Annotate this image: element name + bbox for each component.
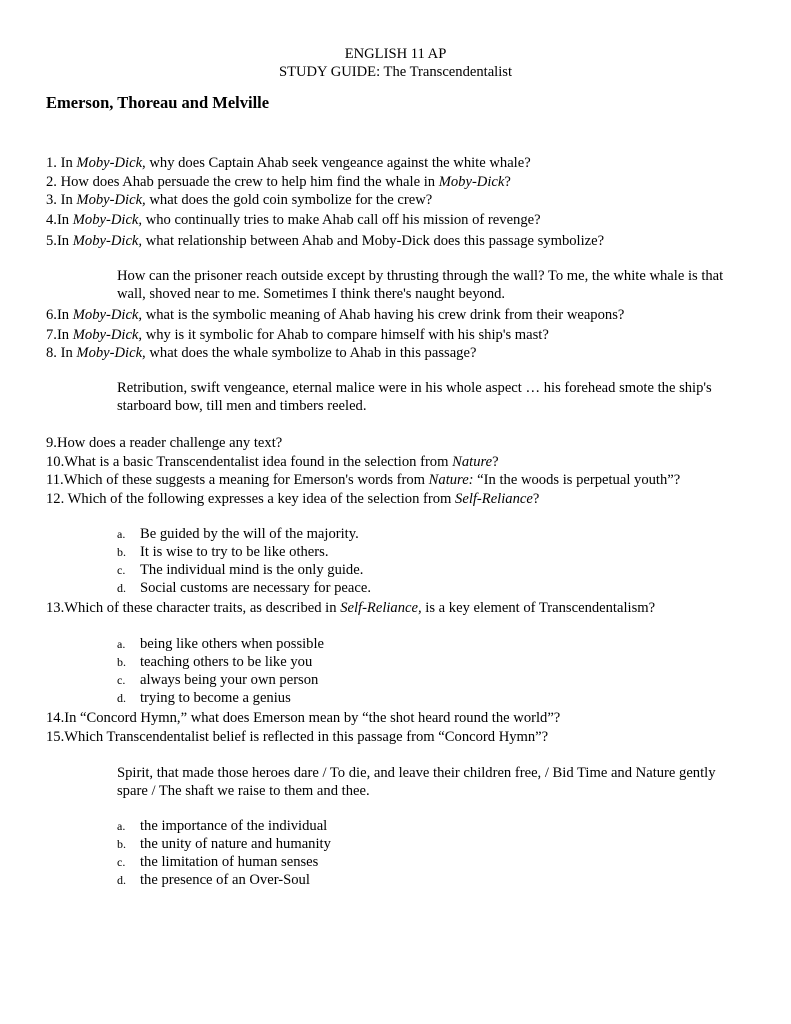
question-1: 1. In Moby-Dick, why does Captain Ahab seek vengeance against the white whale? [46, 155, 531, 171]
question-2: 2. How does Ahab persuade the crew to help him find the whale in Moby-Dick? [46, 174, 511, 190]
study-guide-page: ENGLISH 11 AP STUDY GUIDE: The Transcendentalist Emerson, Thoreau and Melville 1. In Moby-Dick, why does Captain Ahab seek vengeance against the white whale? 2. How does Ahab persuade the crew to help him find the whale in Moby-Dick? 3. In Moby-Dick, what does the gold coin symbolize for the crew? 4.In Moby-Dick, who continually tries to make Ahab call off his mission of revenge? 5.In Moby-Dick, what relationship between Ahab and Moby-Dick does this passage symbolize? How can the prisoner reach outside except by thrusting through the wall? To me, the white whale is that wall, shoved near to me. Sometimes I think there's naught beyond. 6.In Moby-Dick, what is the symbolic meaning of Ahab having his crew drink from their weapons? 7.In Moby-Dick, why is it symbolic for Ahab to compare himself with his ship's mast? 8. In Moby-Dick, what does the whale symbolize to Ahab in this passage? Retribution, swift vengeance, eternal malice were in his whole aspect … his forehead smote the ship's starboard bow, till men and timbers reeled. 9.How does a reader challenge any text? 10.What is a basic Transcendentalist idea found in the selection from Nature? 11.Which of these suggests a meaning for Emerson's words from Nature: “In the woods is perpetual youth”? 12. Which of the following expresses a key idea of the selection from Self-Reliance? a. Be guided by the will of the majority. b. It is wise to try to be like others. c. The individual mind is the only guide. d. Social customs are necessary for peace. 13.Which of these character traits, as described in Self-Reliance, is a key element of Transcendentalism? a. being like others when possible b. teaching others to be like you c. always being your own person d. trying to become a genius 14.In “Concord Hymn,” what does Emerson mean by “the shot heard round the world”? 15.Which Transcendentalist belief is reflected in this passage from “Concord Hymn”? Spirit, that made those heroes dare / To die, and leave their children free, / Bid Time and Nature gently spare / The shaft we raise to them and thee. a. the importance of the individual b. the unity of nature and humanity c. the limitation of human senses d. the presence of an Over-Soul [0, 0, 791, 1024]
question-15: 15.Which Transcendentalist belief is reflected in this passage from “Concord Hymn”? [46, 729, 549, 745]
question-3: 3. In Moby-Dick, what does the gold coin symbolize for the crew? [46, 192, 433, 208]
question-9: 9.How does a reader challenge any text? [46, 435, 283, 451]
question-13: 13.Which of these character traits, as described in Self-Reliance, is a key element of Transcendentalism? [46, 600, 656, 616]
question-11: 11.Which of these suggests a meaning for Emerson's words from Nature: “In the woods is perpetual youth”? [46, 472, 681, 488]
question-7: 7.In Moby-Dick, why is it symbolic for Ahab to compare himself with his ship's mast? [46, 327, 549, 343]
course-title: ENGLISH 11 AP [344, 46, 447, 62]
passage-prisoner: How can the prisoner reach outside except by thrusting through the wall? To me, the white whale is that wall, shoved near to me. Sometimes I think there's naught beyond. [117, 268, 724, 302]
guide-subtitle: STUDY GUIDE: The Transcendentalist [278, 64, 513, 80]
question-8: 8. In Moby-Dick, what does the whale symbolize to Ahab in this passage? [46, 345, 477, 361]
question-12: 12. Which of the following expresses a key idea of the selection from Self-Reliance? [46, 491, 540, 507]
question-10: 10.What is a basic Transcendentalist idea found in the selection from Nature? [46, 454, 499, 470]
passage-retribution: Retribution, swift vengeance, eternal malice were in his whole aspect … his forehead smote the ship's starboard bow, till men and timbers reeled. [117, 380, 712, 414]
section-title: Emerson, Thoreau and Melville [46, 93, 270, 112]
question-5: 5.In Moby-Dick, what relationship between Ahab and Moby-Dick does this passage symbolize? [46, 233, 605, 249]
question-4: 4.In Moby-Dick, who continually tries to make Ahab call off his mission of revenge? [46, 212, 541, 228]
question-6: 6.In Moby-Dick, what is the symbolic meaning of Ahab having his crew drink from their weapons? [46, 307, 625, 323]
question-14: 14.In “Concord Hymn,” what does Emerson mean by “the shot heard round the world”? [46, 710, 561, 726]
passage-concord-hymn: Spirit, that made those heroes dare / To die, and leave their children free, / Bid Time and Nature gently spare / The shaft we raise to them and thee. [117, 765, 716, 799]
